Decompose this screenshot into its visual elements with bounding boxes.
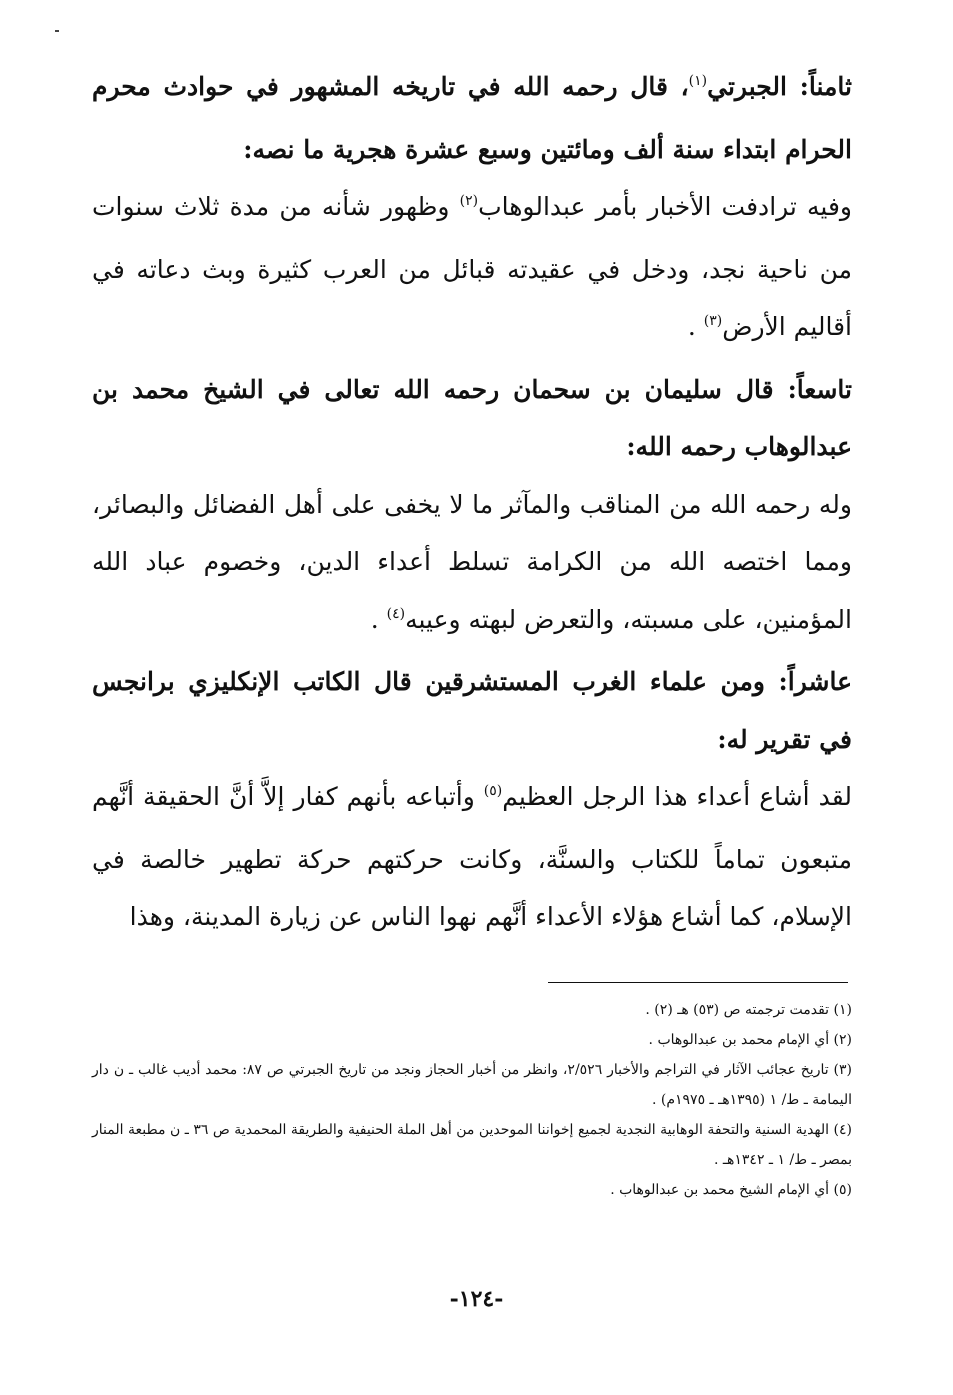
paragraph-brydges-quote [92, 768, 852, 946]
footnote-ref-5: (٥) [483, 783, 503, 799]
brydges-text-b: وأتباعه بأنهم كفار إلاَّ أنَّ الحقيقة أنَّهم متبعون تماماً للكتاب والسنَّة، وكانت حركتهم حركة تطهير خالصة في الإسلام، كما أشاع هؤلاء الأعداء أنَّهم نهوا الناس عن زيارة المدينة، وهذا [92, 782, 852, 931]
footnote-5: (٥) أي الإمام الشيخ محمد بن عبدالوهاب . [610, 1182, 852, 1198]
heading-tenth: عاشراً: ومن علماء الغرب المستشرقين قال الكاتب الإنكليزي برانجس في تقرير له: [92, 667, 852, 754]
main-text [92, 58, 852, 946]
footnote-ref-2: (٢) [459, 193, 479, 209]
footnote-4: (٤) الهدية السنية والتحفة الوهابية النجدية لجميع إخواننا الموحدين من أهل الملة الحنيفية والطريقة المحمدية ص ٣٦ ـ ن مطبعة المنار بمصر ـ ط/ ١ ـ ١٣٤٢هـ . [92, 1122, 852, 1168]
footnote-ref-1: (١) [688, 73, 708, 89]
footnotes [92, 995, 852, 1205]
sahman-end: . [370, 604, 387, 634]
footnote-1: (١) تقدمت ترجمته ص (٥٣) هـ (٢) . [645, 1002, 852, 1018]
sahman-text: وله رحمه الله من المناقب والمآثر ما لا يخفى على أهل الفضائل والبصائر، ومما اختصه الله من الكرامة تسلط أعداء الدين، وخصوم عباد الله المؤمنين، على مسبته، والتعرض لبهته وعيبه [92, 489, 852, 634]
footnote-ref-4: (٤) [386, 605, 406, 622]
page-number: -١٢٤- [449, 1286, 504, 1312]
footnote-ref-3: (٣) [703, 313, 723, 329]
heading-eighth-text: ، قال رحمه الله في تاريخه المشهور في حوادث محرم الحرام ابتداء سنة ألف ومائتين وسبع عشرة هجرية ما نصه: [92, 72, 852, 164]
quote-text-a: وفيه ترادفت الأخبار بأمر عبدالوهاب [478, 192, 853, 221]
scan-mark [55, 30, 59, 32]
paragraph-jabarti-heading [92, 58, 852, 178]
quote-end: . [687, 312, 704, 341]
footnote-2: (٢) أي الإمام محمد بن عبدالوهاب . [648, 1032, 852, 1048]
paragraph-sahman-quote [92, 476, 852, 654]
brydges-text-a: لقد أشاع أعداء هذا الرجل العظيم [502, 782, 852, 811]
paragraph-jabarti-quote [92, 178, 852, 361]
footnote-divider [548, 982, 848, 983]
heading-ninth: تاسعاً: قال سليمان بن سحمان رحمه الله تعالى في الشيخ محمد بن عبدالوهاب رحمه الله: [92, 374, 852, 461]
heading-eighth: ثامناً: الجبرتي [707, 72, 852, 101]
quote-text-b: وظهور شأنه من مدة ثلاث سنوات من ناحية نجد، ودخل في عقيدته قبائل من العرب كثيرة وبث دعاته في أقاليم الأرض [92, 192, 852, 341]
footnote-3: (٣) تاريخ عجائب الآثار في التراجم والأخبار ٢/٥٢٦، وانظر من أخبار الحجاز ونجد من تاريخ الجبرتي ص ٨٧: محمد أديب غالب ـ ن دار اليمامة ـ ط/ ١ (١٣٩٥هـ ـ ١٩٧٥م) . [92, 1062, 853, 1108]
